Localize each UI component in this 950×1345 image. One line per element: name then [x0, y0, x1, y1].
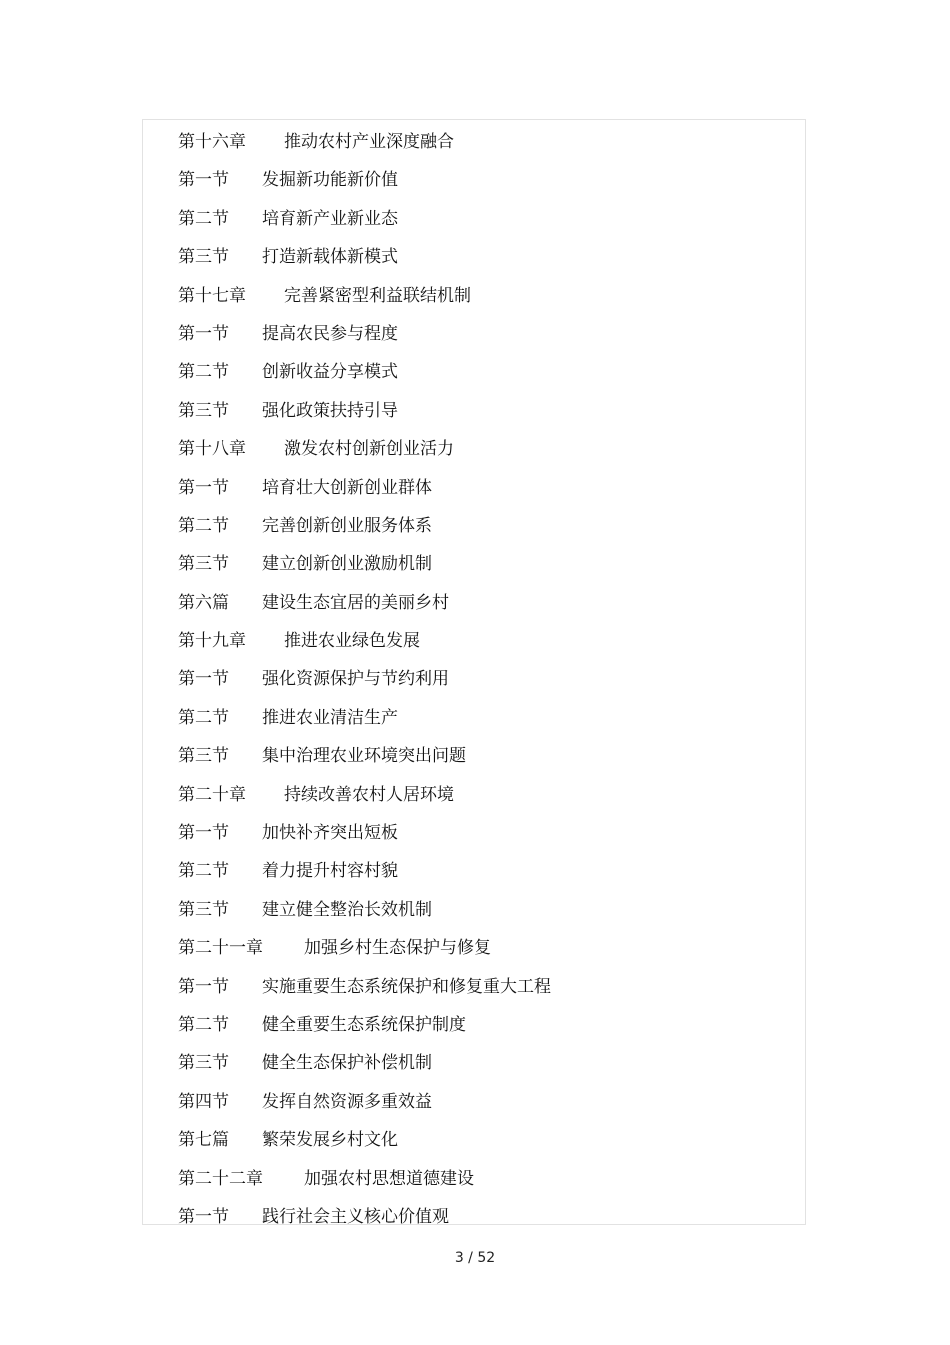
toc-entry-label: 第一节 — [178, 1206, 229, 1227]
toc-entry-title: 加强乡村生态保护与修复 — [304, 938, 491, 959]
toc-entry-section[interactable] — [178, 660, 551, 698]
toc-entry-label: 第一节 — [178, 669, 229, 690]
toc-entry-title: 着力提升村容村貌 — [262, 861, 398, 882]
toc-entry-section[interactable] — [178, 1198, 551, 1236]
toc-entry-label: 第二节 — [178, 362, 229, 383]
toc-entry-title: 强化资源保护与节约利用 — [262, 669, 449, 690]
toc-entry-title: 建立创新创业激励机制 — [262, 554, 432, 575]
toc-entry-section[interactable] — [178, 737, 551, 775]
toc-entry-label: 第二节 — [178, 515, 229, 536]
toc-entry-label: 第七篇 — [178, 1130, 229, 1151]
toc-entry-chapter[interactable] — [178, 277, 551, 315]
toc-entry-title: 健全重要生态系统保护制度 — [262, 1014, 466, 1035]
toc-entry-title: 推动农村产业深度融合 — [284, 132, 454, 152]
toc-entry-label: 第二节 — [178, 208, 229, 229]
toc-entry-section[interactable] — [178, 1044, 551, 1082]
toc-entry-title: 践行社会主义核心价值观 — [262, 1206, 449, 1227]
toc-entry-section[interactable] — [178, 161, 551, 199]
toc-entry-title: 加快补齐突出短板 — [262, 823, 398, 844]
toc-entry-title: 繁荣发展乡村文化 — [262, 1130, 398, 1151]
toc-entry-title: 加强农村思想道德建设 — [304, 1168, 474, 1189]
toc-entry-title: 实施重要生态系统保护和修复重大工程 — [262, 976, 551, 997]
toc-entry-title: 集中治理农业环境突出问题 — [262, 746, 466, 767]
toc-entry-section[interactable] — [178, 1006, 551, 1044]
toc-entry-label: 第二十章 — [178, 784, 246, 805]
toc-entry-title: 打造新载体新模式 — [262, 247, 398, 268]
toc-entry-label: 第三节 — [178, 746, 229, 767]
toc-entry-label: 第三节 — [178, 1053, 229, 1074]
toc-entry-section[interactable] — [178, 814, 551, 852]
toc-entry-label: 第三节 — [178, 400, 229, 421]
toc-entry-label: 第四节 — [178, 1091, 229, 1112]
toc-entry-section[interactable] — [178, 891, 551, 929]
toc-entry-label: 第十六章 — [178, 132, 246, 152]
toc-entry-section[interactable] — [178, 545, 551, 583]
toc-entry-title: 建设生态宜居的美丽乡村 — [262, 592, 449, 613]
toc-entry-label: 第一节 — [178, 477, 229, 498]
toc-entry-title: 完善创新创业服务体系 — [262, 515, 432, 536]
toc-entry-label: 第三节 — [178, 554, 229, 575]
toc-entry-section[interactable] — [178, 392, 551, 430]
toc-entry-label: 第二十二章 — [178, 1168, 263, 1189]
toc-entry-label: 第十八章 — [178, 439, 246, 460]
toc-entry-title: 发掘新功能新价值 — [262, 170, 398, 191]
toc-entry-section[interactable] — [178, 1083, 551, 1121]
toc-entry-section[interactable] — [178, 699, 551, 737]
toc-entry-label: 第三节 — [178, 247, 229, 268]
toc-entry-title: 培育壮大创新创业群体 — [262, 477, 432, 498]
toc-entry-title: 推进农业绿色发展 — [284, 631, 420, 652]
toc-entry-title: 激发农村创新创业活力 — [284, 439, 454, 460]
toc-entry-label: 第一节 — [178, 823, 229, 844]
toc-entry-part[interactable] — [178, 1121, 551, 1159]
toc-entry-section[interactable] — [178, 238, 551, 276]
toc-entry-label: 第十七章 — [178, 285, 246, 306]
toc-entry-section[interactable] — [178, 968, 551, 1006]
page-number: 3 / 52 — [454, 1250, 496, 1266]
toc-entry-title: 推进农业清洁生产 — [262, 707, 398, 728]
toc-entry-section[interactable] — [178, 353, 551, 391]
toc-entry-chapter[interactable] — [178, 123, 551, 161]
toc-entry-title: 强化政策扶持引导 — [262, 400, 398, 421]
toc-entry-title: 提高农民参与程度 — [262, 323, 398, 344]
toc-entry-section[interactable] — [178, 315, 551, 353]
table-of-contents — [178, 123, 551, 1236]
toc-entry-section[interactable] — [178, 469, 551, 507]
toc-entry-title: 完善紧密型利益联结机制 — [284, 285, 471, 306]
toc-entry-label: 第十九章 — [178, 631, 246, 652]
toc-entry-title: 创新收益分享模式 — [262, 362, 398, 383]
toc-entry-chapter[interactable] — [178, 430, 551, 468]
toc-entry-label: 第二十一章 — [178, 938, 263, 959]
toc-entry-title: 持续改善农村人居环境 — [284, 784, 454, 805]
toc-entry-label: 第三节 — [178, 899, 229, 920]
toc-entry-label: 第二节 — [178, 707, 229, 728]
toc-entry-chapter[interactable] — [178, 929, 551, 967]
toc-entry-label: 第二节 — [178, 1014, 229, 1035]
toc-entry-chapter[interactable] — [178, 622, 551, 660]
toc-entry-label: 第一节 — [178, 170, 229, 191]
toc-entry-title: 发挥自然资源多重效益 — [262, 1091, 432, 1112]
toc-entry-label: 第一节 — [178, 323, 229, 344]
toc-entry-title: 建立健全整治长效机制 — [262, 899, 432, 920]
toc-entry-section[interactable] — [178, 507, 551, 545]
toc-entry-title: 培育新产业新业态 — [262, 208, 398, 229]
toc-entry-part[interactable] — [178, 584, 551, 622]
toc-entry-chapter[interactable] — [178, 776, 551, 814]
toc-entry-section[interactable] — [178, 200, 551, 238]
toc-entry-title: 健全生态保护补偿机制 — [262, 1053, 432, 1074]
toc-entry-label: 第二节 — [178, 861, 229, 882]
toc-entry-label: 第六篇 — [178, 592, 229, 613]
toc-entry-label: 第一节 — [178, 976, 229, 997]
toc-entry-section[interactable] — [178, 852, 551, 890]
toc-entry-chapter[interactable] — [178, 1160, 551, 1198]
